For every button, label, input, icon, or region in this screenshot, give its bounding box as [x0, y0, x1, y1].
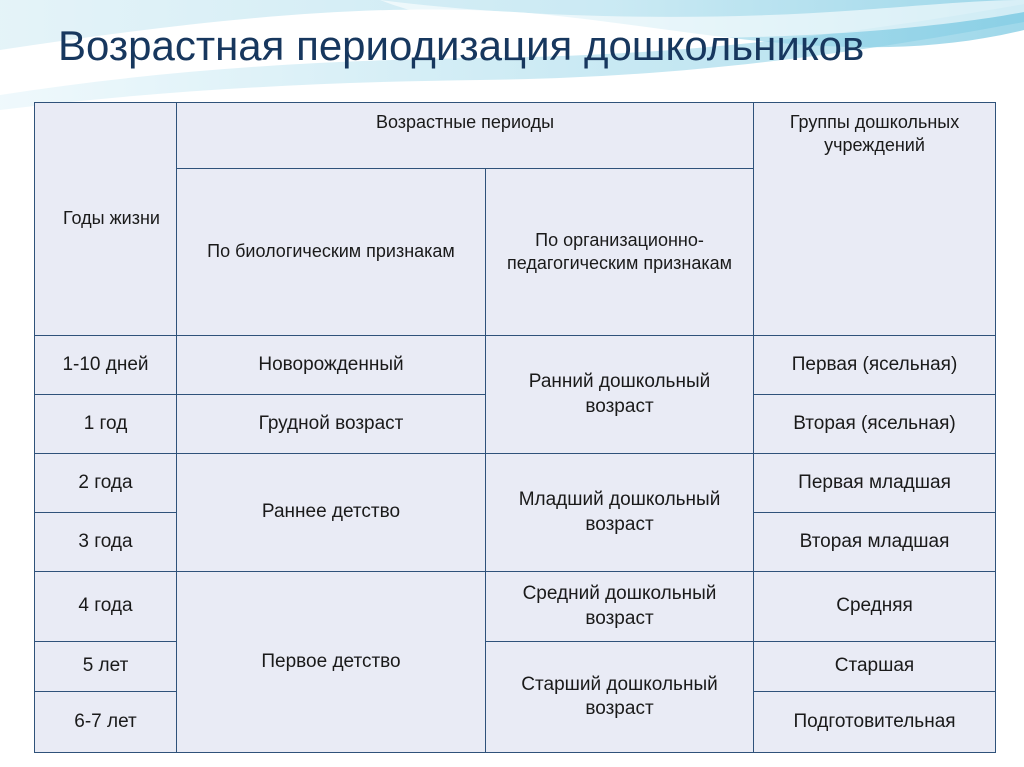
year-cell: 2 года: [35, 454, 177, 513]
slide-title: Возрастная периодизация дошкольников: [58, 22, 865, 69]
header-periods: Возрастные периоды: [177, 103, 754, 169]
year-cell: 3 года: [35, 513, 177, 572]
group-cell: Старшая: [754, 642, 996, 692]
pedagogical-cell: Старший дошкольный возраст: [486, 642, 754, 753]
pedagogical-cell: Младший дошкольный возраст: [486, 454, 754, 572]
header-pedagogical: По организационно-педагогическим признакам: [486, 169, 754, 336]
pedagogical-cell: Ранний дошкольный возраст: [486, 336, 754, 454]
year-cell: 1-10 дней: [35, 336, 177, 395]
group-cell: Средняя: [754, 572, 996, 642]
year-cell: 1 год: [35, 395, 177, 454]
group-cell: Первая младшая: [754, 454, 996, 513]
year-cell: 4 года: [35, 572, 177, 642]
biological-cell: Новорожденный: [177, 336, 486, 395]
year-cell: 6-7 лет: [35, 692, 177, 753]
group-cell: Подготовительная: [754, 692, 996, 753]
group-cell: Вторая младшая: [754, 513, 996, 572]
header-biological: По биологическим признакам: [177, 169, 486, 336]
header-groups: Группы дошкольных учреждений: [754, 103, 996, 336]
pedagogical-cell: Средний дошкольный возраст: [486, 572, 754, 642]
year-cell: 5 лет: [35, 642, 177, 692]
header-years: Годы жизни: [35, 103, 177, 336]
biological-cell: Первое детство: [177, 572, 486, 753]
group-cell: Вторая (ясельная): [754, 395, 996, 454]
biological-cell: Грудной возраст: [177, 395, 486, 454]
periodization-table: [34, 102, 996, 753]
group-cell: Первая (ясельная): [754, 336, 996, 395]
biological-cell: Раннее детство: [177, 454, 486, 572]
